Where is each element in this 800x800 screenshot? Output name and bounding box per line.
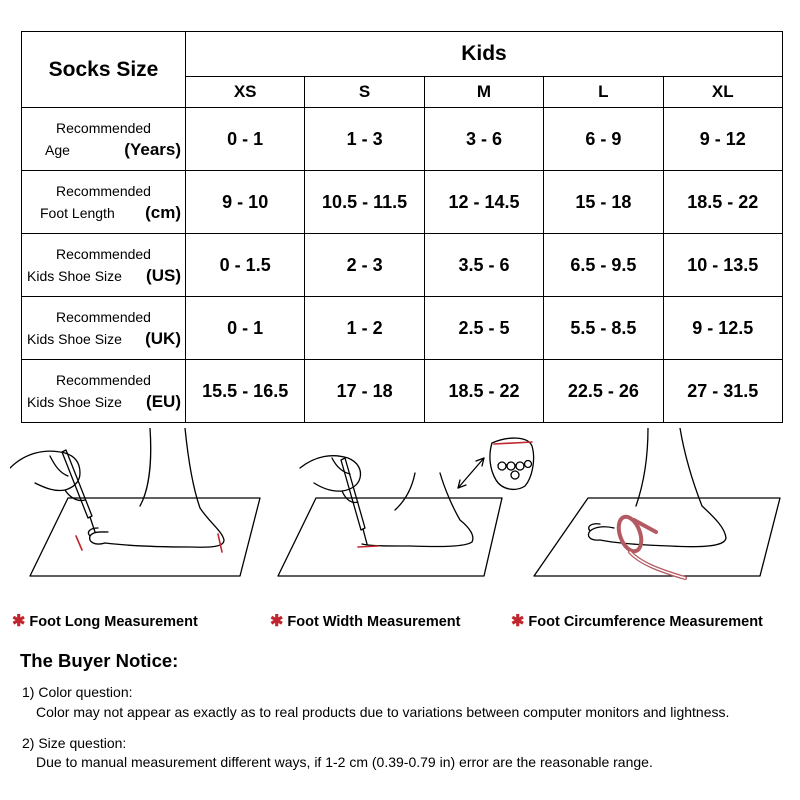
row-sublabel: Kids Shoe Size	[27, 331, 122, 347]
table-cell: 18.5 - 22	[663, 171, 782, 234]
table-cell: 6 - 9	[544, 108, 663, 171]
legend-label: Foot Circumference Measurement	[528, 614, 763, 630]
size-header-s: S	[305, 77, 424, 108]
table-cell: 0 - 1	[186, 108, 305, 171]
table-cell: 3.5 - 6	[424, 234, 543, 297]
table-cell: 0 - 1.5	[186, 234, 305, 297]
group-header: Kids	[186, 32, 783, 77]
table-cell: 3 - 6	[424, 108, 543, 171]
size-header-m: M	[424, 77, 543, 108]
table-row	[22, 234, 783, 297]
table-cell: 15.5 - 16.5	[186, 360, 305, 423]
table-cell: 18.5 - 22	[424, 360, 543, 423]
foot-circumference-illustration	[530, 428, 795, 588]
table-cell: 10.5 - 11.5	[305, 171, 424, 234]
size-question-title: 2) Size question:	[22, 735, 127, 751]
row-header-eu	[22, 360, 186, 423]
asterisk-icon: ✱	[12, 613, 26, 630]
table-cell: 22.5 - 26	[544, 360, 663, 423]
legend-foot-width	[270, 611, 460, 631]
row-sublabel: Kids Shoe Size	[27, 394, 122, 410]
table-cell: 9 - 12.5	[663, 297, 782, 360]
row-unit: (EU)	[146, 392, 181, 411]
table-cell: 27 - 31.5	[663, 360, 782, 423]
row-unit: (UK)	[145, 329, 181, 348]
size-question-text: Due to manual measurement different ways, if 1-2 cm (0.39-0.79 in) error are the reasonable range.	[36, 754, 653, 770]
foot-length-illustration	[10, 428, 270, 588]
notice-title: The Buyer Notice:	[20, 650, 179, 671]
legend-label: Foot Long Measurement	[29, 614, 198, 630]
color-question-text: Color may not appear as exactly as to real products due to variations between computer monitors and lightness.	[36, 704, 730, 720]
size-header-l: L	[544, 77, 663, 108]
row-unit: (US)	[146, 266, 181, 285]
table-row	[22, 171, 783, 234]
row-sublabel: Foot Length	[40, 205, 115, 221]
table-cell: 0 - 1	[186, 297, 305, 360]
row-label: Recommended	[56, 246, 151, 262]
row-sublabel: Age	[45, 142, 70, 158]
row-label: Recommended	[56, 372, 151, 388]
foot-width-illustration	[270, 428, 535, 588]
row-label: Recommended	[56, 183, 151, 199]
table-cell: 6.5 - 9.5	[544, 234, 663, 297]
row-sublabel: Kids Shoe Size	[27, 268, 122, 284]
row-header-age	[22, 108, 186, 171]
table-cell: 10 - 13.5	[663, 234, 782, 297]
table-row	[22, 360, 783, 423]
table-cell: 1 - 2	[305, 297, 424, 360]
row-header-foot-length	[22, 171, 186, 234]
table-cell: 15 - 18	[544, 171, 663, 234]
legend-label: Foot Width Measurement	[287, 614, 461, 630]
legend-foot-circumference	[511, 611, 763, 631]
table-row	[22, 108, 783, 171]
table-cell: 9 - 12	[663, 108, 782, 171]
table-title: Socks Size	[22, 32, 186, 108]
table-cell: 12 - 14.5	[424, 171, 543, 234]
row-header-uk	[22, 297, 186, 360]
table-cell: 9 - 10	[186, 171, 305, 234]
size-header-xl: XL	[663, 77, 782, 108]
row-label: Recommended	[56, 309, 151, 325]
size-header-xs: XS	[186, 77, 305, 108]
row-unit: (cm)	[145, 203, 181, 222]
color-question-title: 1) Color question:	[22, 684, 133, 700]
legend-foot-long	[12, 611, 198, 631]
size-chart-table	[21, 31, 783, 423]
row-header-us	[22, 234, 186, 297]
row-unit: (Years)	[124, 140, 181, 159]
table-cell: 2 - 3	[305, 234, 424, 297]
asterisk-icon: ✱	[511, 613, 525, 630]
table-cell: 5.5 - 8.5	[544, 297, 663, 360]
table-cell: 1 - 3	[305, 108, 424, 171]
table-cell: 17 - 18	[305, 360, 424, 423]
table-cell: 2.5 - 5	[424, 297, 543, 360]
row-label: Recommended	[56, 120, 151, 136]
asterisk-icon: ✱	[270, 613, 284, 630]
table-row	[22, 297, 783, 360]
